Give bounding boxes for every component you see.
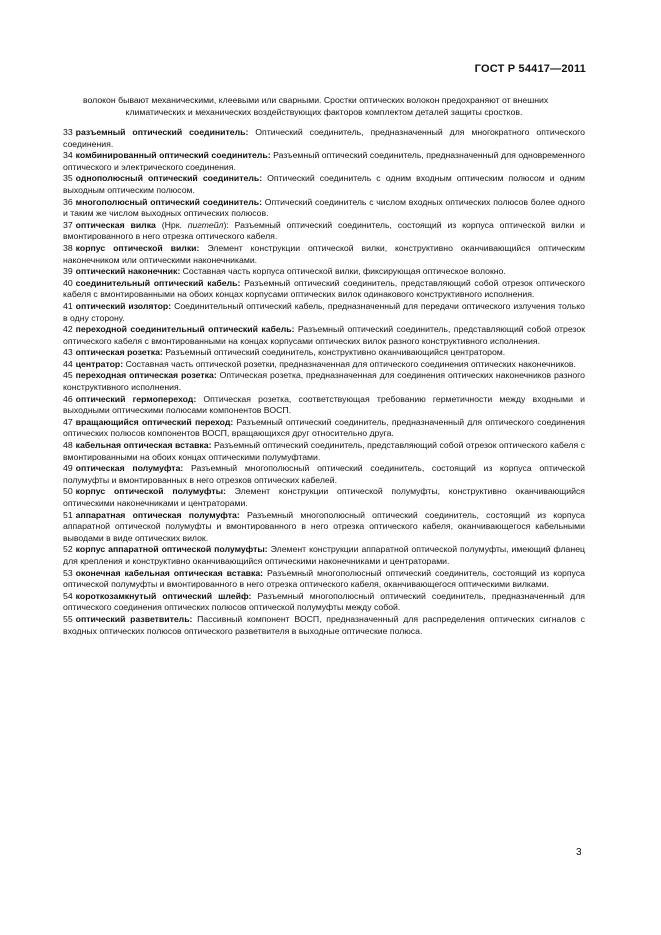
term-number: 38 [63,242,73,253]
term-name: переходная оптическая розетка: [75,370,217,381]
term-definition: Разъемный оптический соединитель, представляющий собой отрезок оптического кабеля с вмонтированными на обоих концах оптическими полумуфтами. [63,440,585,462]
term-entry [63,127,585,150]
term-number: 41 [63,300,73,311]
term-definition: Оптический соединитель с числом входных оптических полюсов более одного и таким же числом выходных оптических полюсов. [63,196,585,219]
term-entry [63,591,585,614]
term-note-suffix: ): [223,219,229,230]
term-entry [63,243,585,266]
term-definition: Оптический соединитель с одним входным оптическим полюсом и одним выходным оптическим полюсом. [63,173,586,195]
term-number: 47 [63,416,73,427]
term-entry [63,278,585,301]
term-name: кабельная оптическая вставка: [75,440,212,451]
term-name: оптическая полумуфта: [75,463,184,474]
term-definition: Оптическая розетка, соответствующая требованию герметичности между входными и выходными оптическими полюсами компонентов ВОСП. [63,393,586,416]
term-name: корпус оптической вилки: [75,242,200,253]
term-name: соединительный оптический кабель: [75,277,241,288]
term-definition: Разъемный многополюсный оптический соединитель, предназначенный для оптического соединения оптических полюсов оптической полумуфты между собой. [63,590,585,613]
term-name: оптический изолятор: [75,300,172,311]
term-note-prefix: (Нрк. [155,219,188,230]
term-number: 55 [63,613,73,624]
term-entry [63,544,585,567]
term-name: оптический наконечник: [75,266,181,277]
term-definition: Разъемный многополюсный оптический соединитель, состоящий из корпуса аппаратной оптической полумуфты и вмонтированного в него отрезка оптического кабеля, оканчивающегося кабельными выводами в виде оптических вилок. [63,509,585,543]
term-definition: Элемент конструкции оптической вилки, конструктивно оканчивающийся оптическим наконечником или оптическими наконечниками. [63,242,586,265]
intro-paragraph [63,95,585,118]
term-number: 53 [63,567,73,578]
term-definition: Оптический соединитель, предназначенный для многократного оптического соединения. [63,127,585,149]
term-number: 34 [63,150,73,161]
term-number: 39 [63,266,73,277]
term-name: оптический разветвитель: [75,613,193,624]
term-note-deprecated: пигтейл [187,219,224,230]
term-name: короткозамкнутый оптический шлейф: [75,590,252,601]
term-definition: Соединительный оптический кабель, предназначенный для передачи оптического излучения только в одну сторону. [63,300,585,323]
term-definition: Разъемный оптический соединитель, конструктивно оканчивающийся центратором. [165,347,506,358]
term-number: 50 [63,486,73,497]
term-entry [63,347,585,359]
term-name: центратор: [75,358,124,369]
term-number: 45 [63,370,73,381]
term-entry [63,417,585,440]
term-name: однополюсный оптический соединитель: [75,173,263,184]
term-definition: Разъемный многополюсный оптический соединитель, состоящий из корпуса оптической полумуфты и вмонтированного в него отрезка оптического кабеля, оканчивающегося оптическими вилками. [63,567,585,590]
term-definition: Разъемный оптический соединитель, представляющий собой отрезок оптического кабеля с вмонтированными на концах корпусами оптических вилок разного конструктивного исполнения. [63,324,586,346]
term-entry [63,359,585,371]
term-number: 33 [63,127,73,137]
term-entry [63,440,585,463]
term-name: многополюсный оптический соединитель: [75,196,262,207]
term-name: оптическая розетка: [75,347,163,358]
term-entry [63,568,585,591]
term-definition: Элемент конструкции аппаратной оптической полумуфты, имеющий фланец для крепления и конструктивно оканчивающийся оптическими наконечниками и центраторами. [63,544,585,566]
term-entry [63,150,585,173]
term-entry [63,463,585,486]
term-definition: Разъемный многополюсный оптический соединитель, состоящий из корпуса оптической полумуфты и вмонтированных в него отрезков оптических кабелей. [63,463,585,485]
term-name: переходной соединительный оптический кабель: [75,324,295,335]
term-number: 36 [63,196,73,207]
term-entry [63,301,585,324]
term-entry [63,394,585,417]
term-name: корпус аппаратной оптической полумуфты: [75,544,268,555]
term-name: корпус оптической полумуфты: [75,486,226,497]
term-entry [63,486,585,509]
term-name: комбинированный оптический соединитель: [75,150,271,161]
term-name: вращающийся оптический переход: [75,416,234,427]
term-number: 49 [63,463,73,474]
standard-header: ГОСТ Р 54417—2011 [474,63,586,75]
term-entry [63,266,585,278]
term-name: оптическая вилка [75,219,156,230]
term-number: 46 [63,393,73,404]
term-entry [63,370,585,393]
term-definition: Разъемный оптический соединитель, представляющий собой отрезок оптического кабеля с вмонтированными на обоих концах корпусами оптических вилок одинакового конструктивного исполнения. [63,277,585,300]
term-number: 40 [63,277,73,288]
term-definition: Пассивный компонент ВОСП, предназначенный для распределения оптических сигналов с входных оптических полюсов оптического разветвителя в выходные оптические полюса. [63,613,585,636]
intro-line: волокон бывают механическими, клеевыми или сварными. Сростки оптических волокон предохраняют от внешних [83,95,549,105]
term-name: разъемный оптический соединитель: [75,127,249,137]
term-number: 52 [63,544,73,555]
term-definition: Разъемный оптический соединитель, предназначенный для одновременного оптического и электрического соединения. [63,150,585,172]
term-definition: Разъемный оптический соединитель, предназначенный для оптического соединения оптических полюсов компонентов ВОСП, вращающихся друг относительно друга. [63,416,586,439]
term-entry [63,197,585,220]
term-name: аппаратная оптическая полумуфта: [75,509,240,520]
intro-line: климатических и механических воздействующих факторов комплектом деталей защиты сростков. [125,106,523,117]
term-entry [63,510,585,545]
term-number: 54 [63,590,73,601]
term-name: оптический гермопереход: [75,393,197,404]
term-entry [63,614,585,637]
term-number: 44 [63,358,73,369]
term-definition: Составная часть оптической розетки, предназначенная для оптического соединения оптических наконечников. [125,358,576,369]
term-definition: Разъемный оптический соединитель, состоящий из корпуса оптической вилки и вмонтированного в него отрезка оптического кабеля. [63,219,585,242]
term-entry [63,324,585,347]
terms-list [63,127,585,637]
term-number: 48 [63,440,73,451]
term-entry [63,220,585,243]
term-definition: Элемент конструкции оптической полумуфты, конструктивно оканчивающийся оптическими наконечниками и центраторами. [63,486,586,508]
term-entry [63,173,585,196]
term-number: 35 [63,173,73,184]
term-number: 42 [63,324,73,335]
term-number: 43 [63,347,73,358]
term-number: 37 [63,219,73,230]
term-definition: Составная часть корпуса оптической вилки, фиксирующая оптическое волокно. [182,266,506,277]
term-number: 51 [63,509,73,520]
term-definition: Оптическая розетка, предназначенная для соединения оптических наконечников разного конструктивного исполнения. [63,370,585,393]
term-name: оконечная кабельная оптическая вставка: [75,567,264,578]
page-number: 3 [576,847,582,858]
